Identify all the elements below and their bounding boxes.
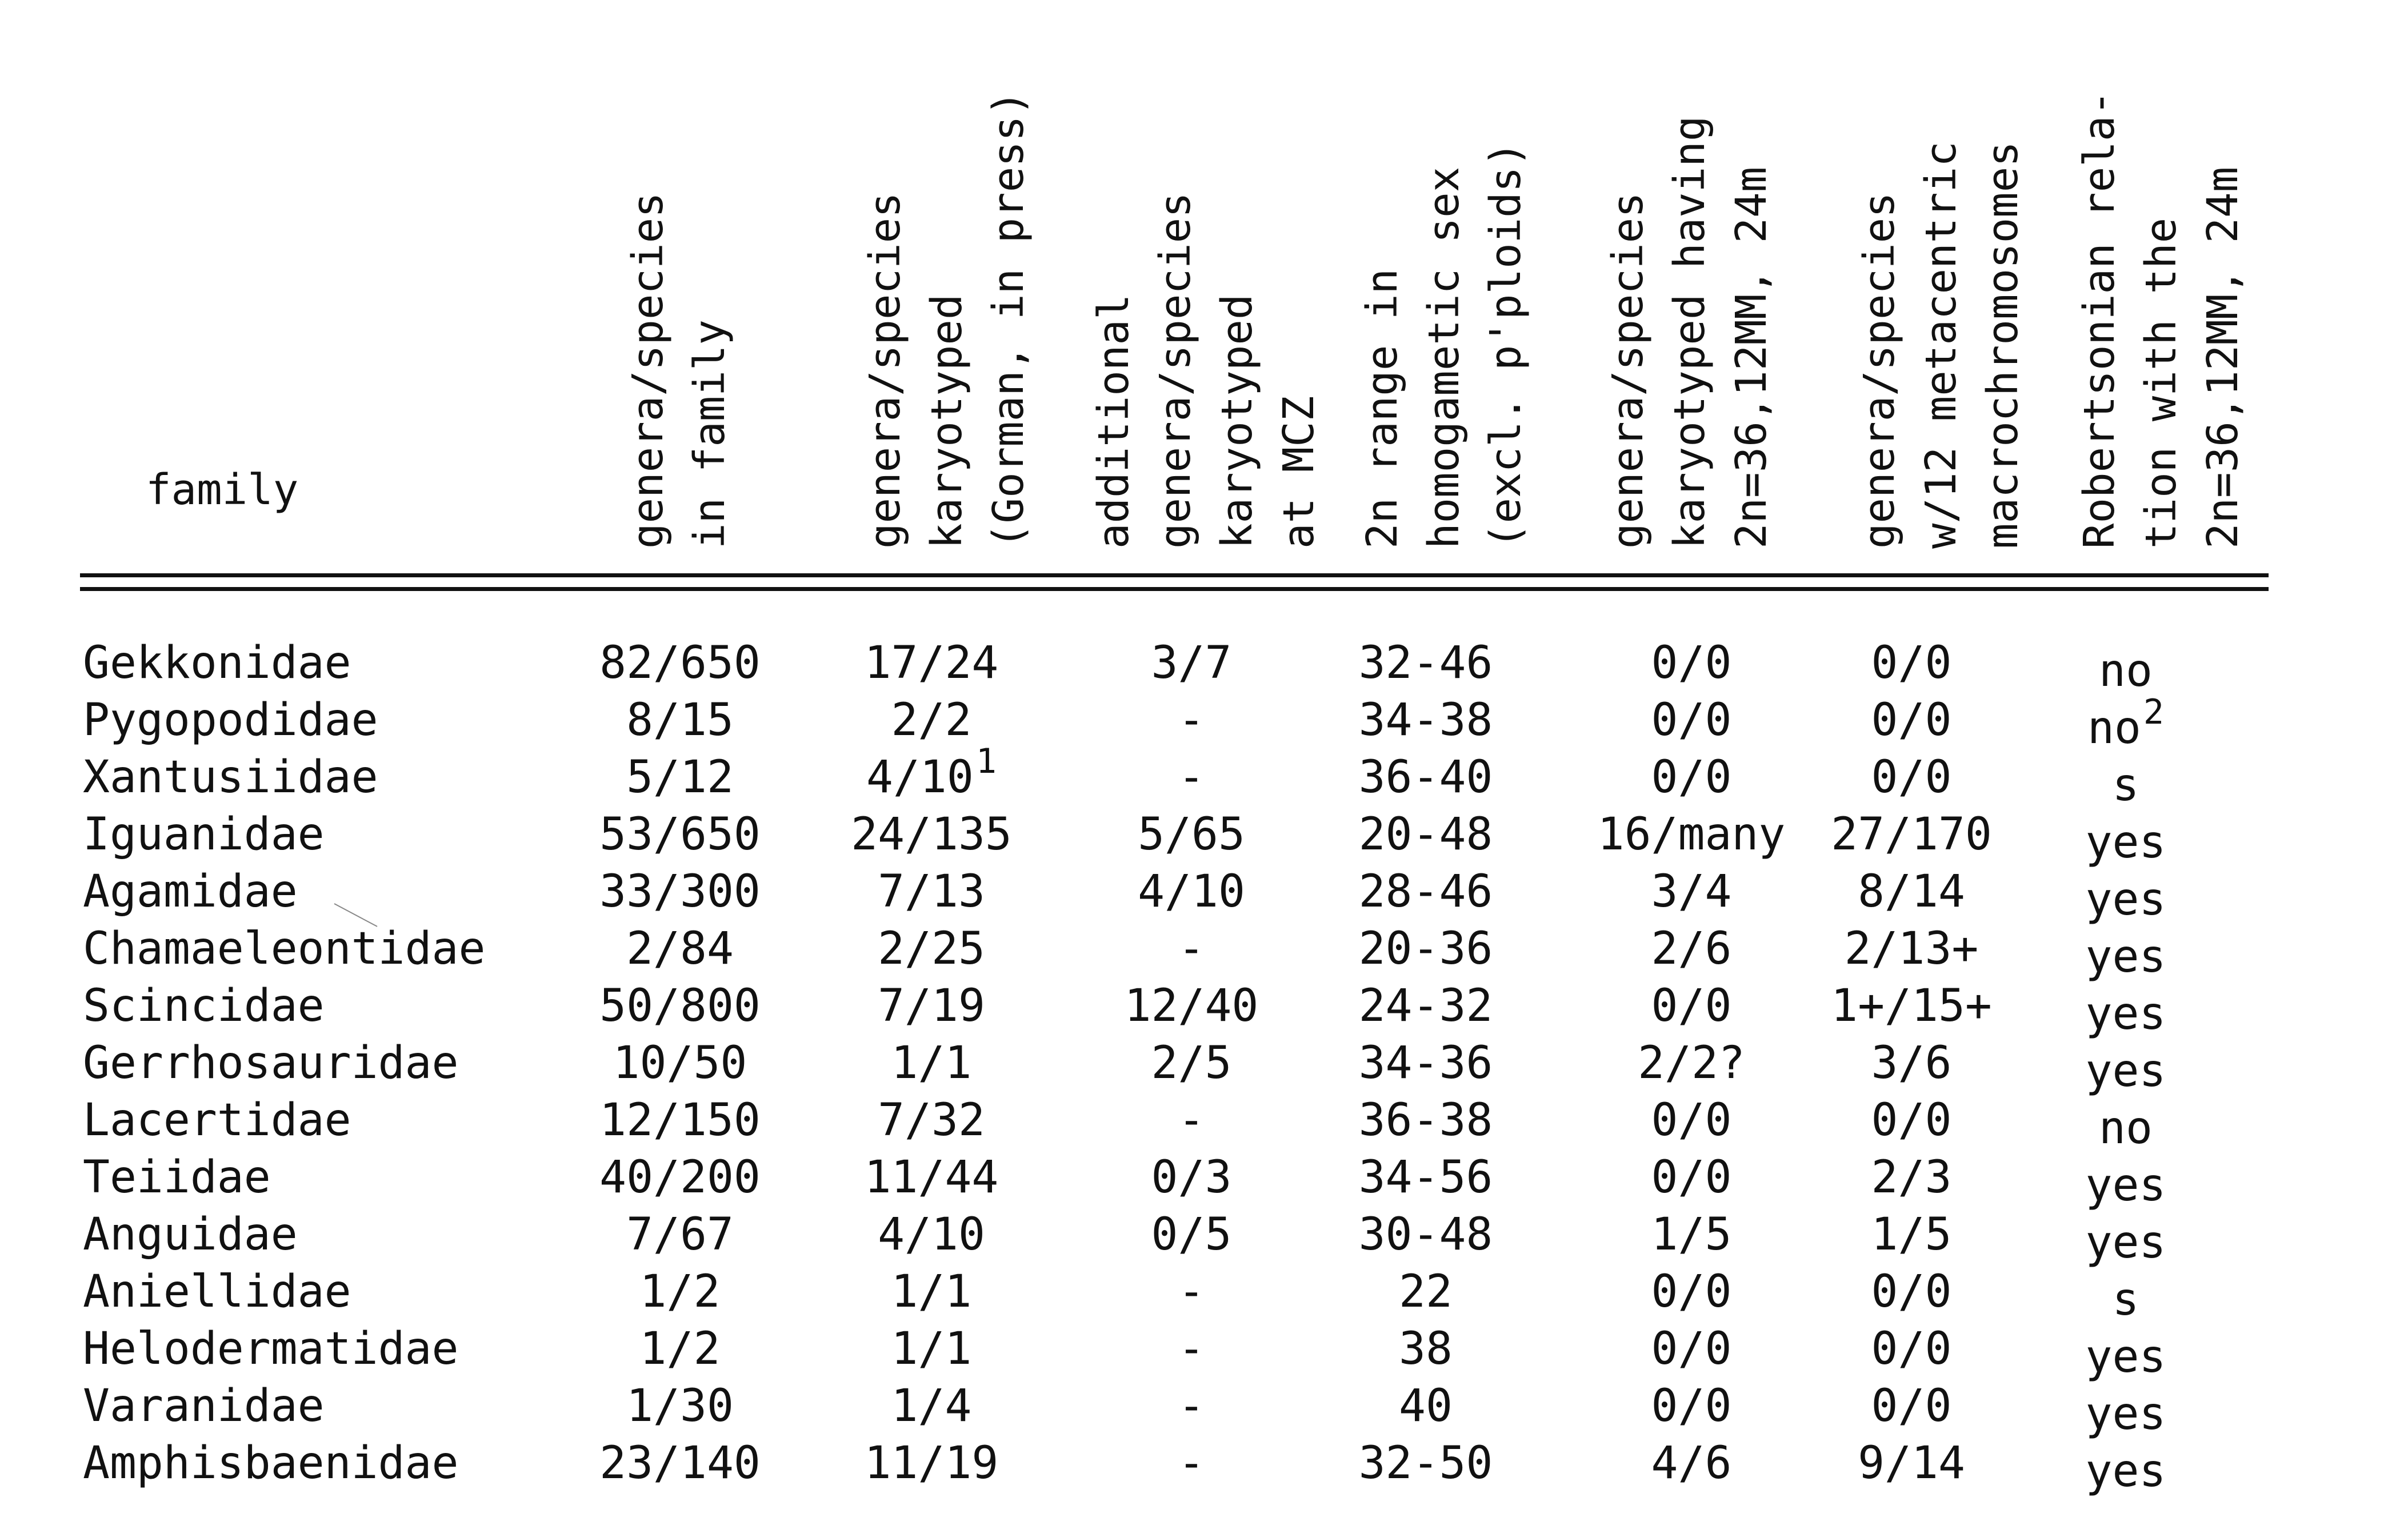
row-2n-range: 24-32 [1358, 980, 1493, 1032]
table-row [0, 692, 2408, 754]
row-having-2n36: 4/6 [1651, 1438, 1732, 1489]
row-family: Pygopodidae [83, 694, 378, 746]
row-robertsonian-text: no [2087, 702, 2141, 754]
family-column-header: family [146, 465, 299, 514]
row-family: Aniellidae [83, 1266, 351, 1318]
row-robertsonian: yes [2085, 1388, 2166, 1440]
column-header-6-line1: genera/species [1855, 192, 1904, 549]
row-metacentric: 27/170 [1831, 809, 1992, 860]
row-metacentric: 0/0 [1871, 694, 1952, 746]
column-header-6-line2: w/12 metacentric [1917, 141, 1966, 549]
column-header-5-line2: karyotyped having [1665, 115, 1714, 549]
table-row [0, 1378, 2408, 1440]
row-having-2n36: 0/0 [1651, 752, 1732, 803]
row-2n-range: 30-48 [1358, 1209, 1493, 1260]
column-header-3 [1083, 192, 1330, 549]
table-row [0, 920, 2408, 983]
column-header-7-line1: Robertsonian rela- [2075, 90, 2124, 549]
row-additional-mcz: 4/10 [1138, 866, 1245, 917]
row-family: Teiidae [83, 1152, 271, 1203]
row-having-2n36: 0/0 [1651, 1095, 1732, 1146]
column-header-2 [854, 90, 1039, 549]
row-genera-species-family: 5/12 [626, 752, 734, 803]
row-2n-range: 28-46 [1358, 866, 1493, 917]
row-karyotyped-gorman: 2/2 [891, 694, 972, 746]
row-2n-range: 36-38 [1358, 1095, 1493, 1146]
row-karyotyped-gorman: 2/25 [878, 923, 985, 975]
row-robertsonian: yes [2085, 1446, 2166, 1497]
row-additional-mcz: - [1178, 1323, 1205, 1375]
row-metacentric: 8/14 [1858, 866, 1965, 917]
table-row [0, 806, 2408, 868]
column-header-7-line3: 2n=36,12MM, 24m [2198, 166, 2247, 549]
row-family: Agamidae [83, 866, 298, 917]
row-karyotyped-gorman: 1/4 [891, 1380, 972, 1432]
column-header-1 [617, 192, 741, 549]
table-row [0, 1092, 2408, 1154]
column-header-5 [1597, 116, 1782, 549]
column-header-6-line3: macrochromosomes [1978, 141, 2027, 549]
row-metacentric: 1/5 [1871, 1209, 1952, 1260]
row-genera-species-family: 23/140 [599, 1438, 761, 1489]
row-2n-range: 34-56 [1358, 1152, 1493, 1203]
row-2n-range: 22 [1399, 1266, 1453, 1318]
row-metacentric: 9/14 [1858, 1438, 1965, 1489]
row-family: Scincidae [83, 980, 325, 1032]
row-robertsonian: no [2099, 1103, 2153, 1154]
row-additional-mcz: 0/5 [1151, 1209, 1232, 1260]
row-metacentric: 2/13+ [1844, 923, 1979, 975]
row-genera-species-family: 2/84 [626, 923, 734, 975]
row-robertsonian: yes [2085, 1045, 2166, 1097]
table-row [0, 1206, 2408, 1268]
row-having-2n36: 0/0 [1651, 980, 1732, 1032]
column-header-4-line1: 2n range in [1358, 268, 1407, 549]
row-metacentric: 1+/15+ [1831, 980, 1992, 1032]
table-row [0, 977, 2408, 1040]
row-additional-mcz: - [1178, 1266, 1205, 1318]
row-karyotyped-gorman: 11/19 [864, 1438, 999, 1489]
column-header-1-line1: genera/species [623, 192, 673, 549]
row-robertsonian: yes [2085, 874, 2166, 925]
column-header-3-line2: genera/species [1151, 192, 1200, 549]
row-having-2n36: 0/0 [1651, 1266, 1732, 1318]
column-header-5-line1: genera/species [1603, 192, 1653, 549]
column-header-3-line4: at MCZ [1274, 396, 1323, 549]
row-having-2n36: 0/0 [1651, 1323, 1732, 1375]
row-karyotyped-gorman [866, 741, 997, 809]
table-row [0, 634, 2408, 697]
row-having-2n36: 2/6 [1651, 923, 1732, 975]
row-additional-mcz: 2/5 [1151, 1037, 1232, 1089]
column-header-6 [1849, 141, 2034, 549]
row-genera-species-family: 7/67 [626, 1209, 734, 1260]
column-header-1-line2: in family [685, 320, 734, 549]
row-metacentric: 0/0 [1871, 1380, 1952, 1432]
row-robertsonian: yes [2085, 1160, 2166, 1211]
row-genera-species-family: 53/650 [599, 809, 761, 860]
row-robertsonian: yes [2085, 817, 2166, 868]
row-2n-range: 34-36 [1358, 1037, 1493, 1089]
row-robertsonian: no [2099, 645, 2153, 697]
row-robertsonian: s [2112, 1274, 2139, 1326]
row-having-2n36: 0/0 [1651, 694, 1732, 746]
row-2n-range: 32-46 [1358, 637, 1493, 689]
column-header-4-line2: homogametic sex [1419, 166, 1469, 549]
row-additional-mcz: - [1178, 1380, 1205, 1432]
table-row [0, 741, 2408, 811]
row-genera-species-family: 40/200 [599, 1152, 761, 1203]
row-genera-species-family: 1/2 [639, 1266, 721, 1318]
column-header-3-line3: karyotyped [1213, 294, 1262, 549]
table-row [0, 1263, 2408, 1326]
row-karyotyped-gorman: 7/13 [878, 866, 985, 917]
row-metacentric: 2/3 [1871, 1152, 1952, 1203]
row-2n-range: 38 [1399, 1323, 1453, 1375]
column-header-2-line1: genera/species [861, 192, 910, 549]
row-metacentric: 0/0 [1871, 1323, 1952, 1375]
row-robertsonian: yes [2085, 988, 2166, 1040]
row-karyotyped-gorman: 1/1 [891, 1037, 972, 1089]
row-genera-species-family: 1/2 [639, 1323, 721, 1375]
row-2n-range: 20-48 [1358, 809, 1493, 860]
row-robertsonian: yes [2085, 1217, 2166, 1268]
table-row [0, 1149, 2408, 1211]
row-karyotyped-gorman: 4/10 [878, 1209, 985, 1260]
row-additional-mcz: - [1178, 1095, 1205, 1146]
row-genera-species-family: 50/800 [599, 980, 761, 1032]
row-family: Xantusiidae [83, 752, 378, 803]
row-having-2n36: 16/many [1597, 809, 1786, 860]
row-additional-mcz: - [1178, 1438, 1205, 1489]
row-robertsonian: yes [2085, 931, 2166, 983]
row-family: Gekkonidae [83, 637, 351, 689]
row-robertsonian: s [2112, 760, 2139, 811]
row-karyotyped-gorman: 1/1 [891, 1266, 972, 1318]
table-row [0, 1035, 2408, 1097]
row-karyotyped-gorman-text: 4/10 [866, 752, 974, 803]
row-metacentric: 0/0 [1871, 1266, 1952, 1318]
header-rule-top [80, 573, 2269, 577]
row-metacentric: 3/6 [1871, 1037, 1952, 1089]
row-having-2n36: 0/0 [1651, 637, 1732, 689]
row-karyotyped-gorman: 24/135 [851, 809, 1012, 860]
row-karyotyped-gorman: 1/1 [891, 1323, 972, 1375]
row-genera-species-family: 1/30 [626, 1380, 734, 1432]
row-having-2n36: 3/4 [1651, 866, 1732, 917]
row-karyotyped-gorman: 17/24 [864, 637, 999, 689]
row-having-2n36: 0/0 [1651, 1380, 1732, 1432]
row-family: Helodermatidae [83, 1323, 459, 1375]
header-rule-bottom [80, 587, 2269, 591]
row-family: Anguidae [83, 1209, 298, 1260]
row-genera-species-family: 33/300 [599, 866, 761, 917]
row-genera-species-family: 12/150 [599, 1095, 761, 1146]
row-2n-range: 40 [1399, 1380, 1453, 1432]
row-family: Iguanidae [83, 809, 325, 860]
row-2n-range: 34-38 [1358, 694, 1493, 746]
footnote-marker-1: 1 [975, 741, 997, 781]
row-family: Gerrhosauridae [83, 1037, 459, 1089]
row-additional-mcz: - [1178, 752, 1205, 803]
table-row [0, 1320, 2408, 1383]
column-header-4-line3: (excl. p'ploids) [1481, 141, 1530, 549]
footnote-marker-2: 2 [2143, 692, 2165, 732]
row-genera-species-family: 10/50 [613, 1037, 747, 1089]
row-karyotyped-gorman: 7/32 [878, 1095, 985, 1146]
row-2n-range: 32-50 [1358, 1438, 1493, 1489]
row-additional-mcz: 12/40 [1124, 980, 1259, 1032]
row-karyotyped-gorman: 7/19 [878, 980, 985, 1032]
column-header-7 [2069, 90, 2254, 549]
column-header-7-line2: tion with the [2137, 217, 2186, 549]
row-metacentric: 0/0 [1871, 752, 1952, 803]
table-row [0, 1435, 2408, 1497]
row-having-2n36: 0/0 [1651, 1152, 1732, 1203]
row-genera-species-family: 8/15 [626, 694, 734, 746]
row-metacentric: 0/0 [1871, 1095, 1952, 1146]
column-header-2-line2: karyotyped [922, 294, 971, 549]
row-additional-mcz: 5/65 [1138, 809, 1245, 860]
column-header-5-line3: 2n=36,12MM, 24m [1727, 166, 1776, 549]
row-family: Lacertidae [83, 1095, 351, 1146]
column-header-4 [1351, 141, 1537, 549]
row-additional-mcz: 3/7 [1151, 637, 1232, 689]
row-having-2n36: 2/2? [1638, 1037, 1745, 1089]
row-2n-range: 20-36 [1358, 923, 1493, 975]
table-row [0, 863, 2408, 925]
row-having-2n36: 1/5 [1651, 1209, 1732, 1260]
row-additional-mcz: - [1178, 694, 1205, 746]
column-header-3-line1: additional [1089, 294, 1138, 549]
row-robertsonian: yes [2085, 1331, 2166, 1383]
row-karyotyped-gorman: 11/44 [864, 1152, 999, 1203]
row-metacentric: 0/0 [1871, 637, 1952, 689]
row-additional-mcz: - [1178, 923, 1205, 975]
column-header-2-line3: (Gorman, in press) [984, 90, 1033, 549]
row-additional-mcz: 0/3 [1151, 1152, 1232, 1203]
row-family: Varanidae [83, 1380, 325, 1432]
row-family: Amphisbaenidae [83, 1438, 459, 1489]
row-family: Chamaeleontidae [83, 923, 486, 975]
row-genera-species-family: 82/650 [599, 637, 761, 689]
row-2n-range: 36-40 [1358, 752, 1493, 803]
